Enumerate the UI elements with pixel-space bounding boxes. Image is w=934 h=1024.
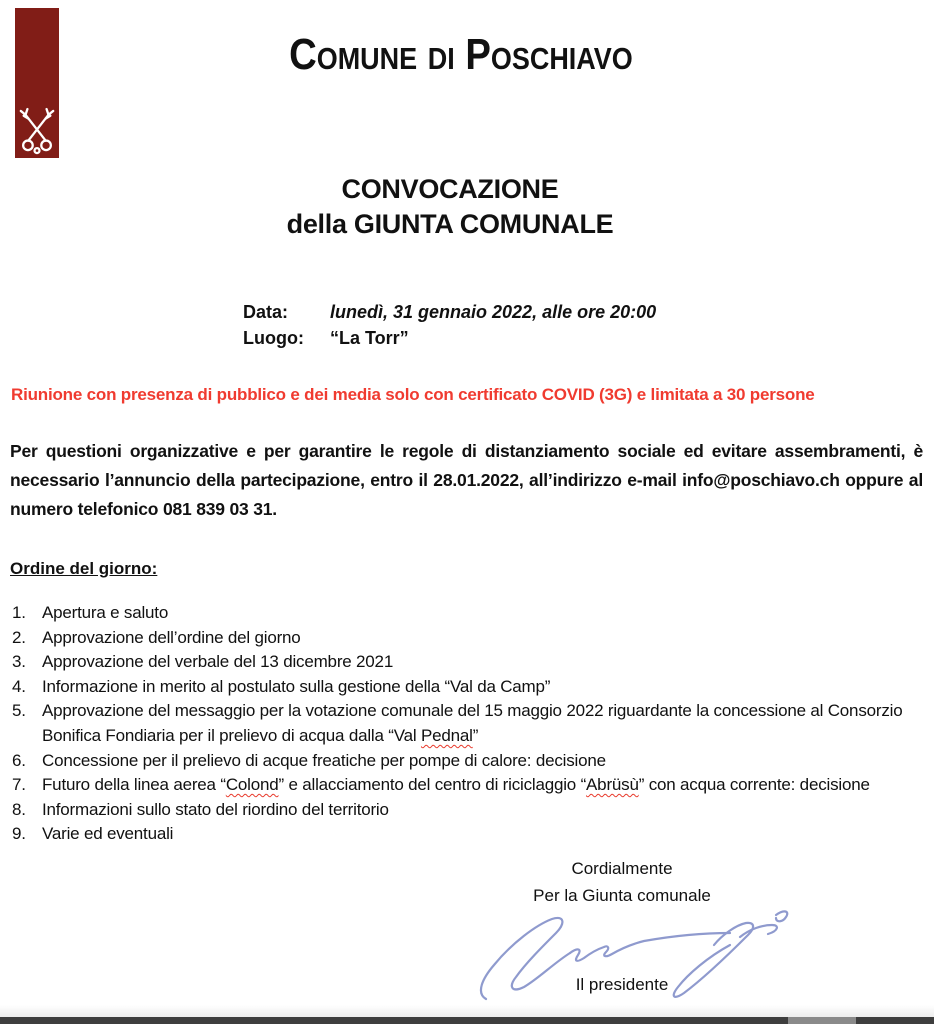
crossed-keys-icon — [16, 106, 58, 156]
agenda-item-number: 8. — [12, 799, 26, 819]
document-title — [0, 172, 934, 242]
place-value: “La Torr” — [330, 328, 409, 348]
window-bottom-bar — [0, 1017, 934, 1024]
agenda-item-text: Informazione in merito al postulato sulla gestione della “Val da Camp” — [42, 676, 551, 696]
agenda-list — [12, 601, 926, 847]
agenda-item-number: 5. — [12, 701, 26, 721]
agenda-heading: Ordine del giorno: — [10, 559, 158, 578]
closing-salutation: Cordialmente — [571, 859, 673, 878]
agenda-item-text: Informazioni sullo stato del riordino del territorio — [42, 799, 389, 819]
signer-title: Il presidente — [575, 975, 669, 994]
agenda-item — [12, 626, 926, 651]
agenda-item-text: Approvazione del messaggio per la votazione comunale del 15 maggio 2022 riguardante la concessione al Consorzio Bonifica Fondiaria per il prelievo di acqua dalla “Val Pednal” — [42, 701, 903, 745]
agenda-item — [12, 699, 926, 748]
agenda-item-text: Approvazione del verbale del 13 dicembre 2021 — [42, 652, 394, 672]
misspelled-word: Colond — [225, 775, 279, 795]
meeting-date-row — [0, 302, 934, 328]
participation-instructions: Per questioni organizzative e per garantire le regole di distanziamento sociale ed evitare assembramenti, è necessario l’annuncio della partecipazione, entro il 28.01.2022, all’indirizzo e-mail info@poschiavo.ch oppure al numero telefonico 081 839 03 31. — [10, 441, 923, 519]
page-bottom-shadow — [0, 1005, 934, 1017]
agenda-item — [12, 749, 926, 774]
agenda-item-text: Approvazione dell’ordine del giorno — [42, 627, 301, 647]
misspelled-word: Abrüsù — [586, 775, 639, 795]
agenda-item — [12, 675, 926, 700]
document-title-line1: CONVOCAZIONE — [341, 174, 559, 204]
scrollbar-thumb[interactable] — [788, 1017, 856, 1024]
document-title-line2: della GIUNTA COMUNALE — [286, 209, 614, 239]
agenda-item — [12, 601, 926, 626]
agenda-item-number: 7. — [12, 775, 26, 795]
agenda-item-text: Concessione per il prelievo di acque freatiche per pompe di calore: decisione — [42, 750, 606, 770]
agenda-item-text: Varie ed eventuali — [42, 824, 174, 844]
covid-notice: Riunione con presenza di pubblico e dei media solo con certificato COVID (3G) e limitata a 30 persone — [11, 385, 815, 404]
agenda-item-number: 2. — [12, 627, 26, 647]
municipality-name: Comune di Poschiavo — [289, 30, 633, 79]
date-value: lunedì, 31 gennaio 2022, alle ore 20:00 — [330, 302, 657, 322]
agenda-item-number: 3. — [12, 652, 26, 672]
date-label: Data: — [243, 302, 289, 322]
misspelled-word: Pednal — [420, 725, 473, 745]
agenda-item-number: 4. — [12, 676, 26, 696]
agenda-item — [12, 773, 926, 798]
closing-on-behalf: Per la Giunta comunale — [533, 885, 711, 905]
agenda-item-text: Apertura e saluto — [42, 603, 169, 622]
agenda-item-number: 6. — [12, 750, 26, 770]
meeting-place-row — [0, 328, 934, 354]
place-label: Luogo: — [243, 328, 304, 348]
agenda-item-number: 1. — [12, 603, 26, 622]
agenda-item — [12, 798, 926, 823]
agenda-item — [12, 822, 926, 847]
agenda-item-number: 9. — [12, 824, 26, 844]
meeting-meta — [0, 302, 934, 354]
agenda-item — [12, 650, 926, 675]
municipal-banner — [15, 8, 59, 158]
agenda-item-text: Futuro della linea aerea “Colond” e allacciamento del centro di riciclaggio “Abrüsù” con acqua corrente: decisione — [42, 775, 870, 795]
